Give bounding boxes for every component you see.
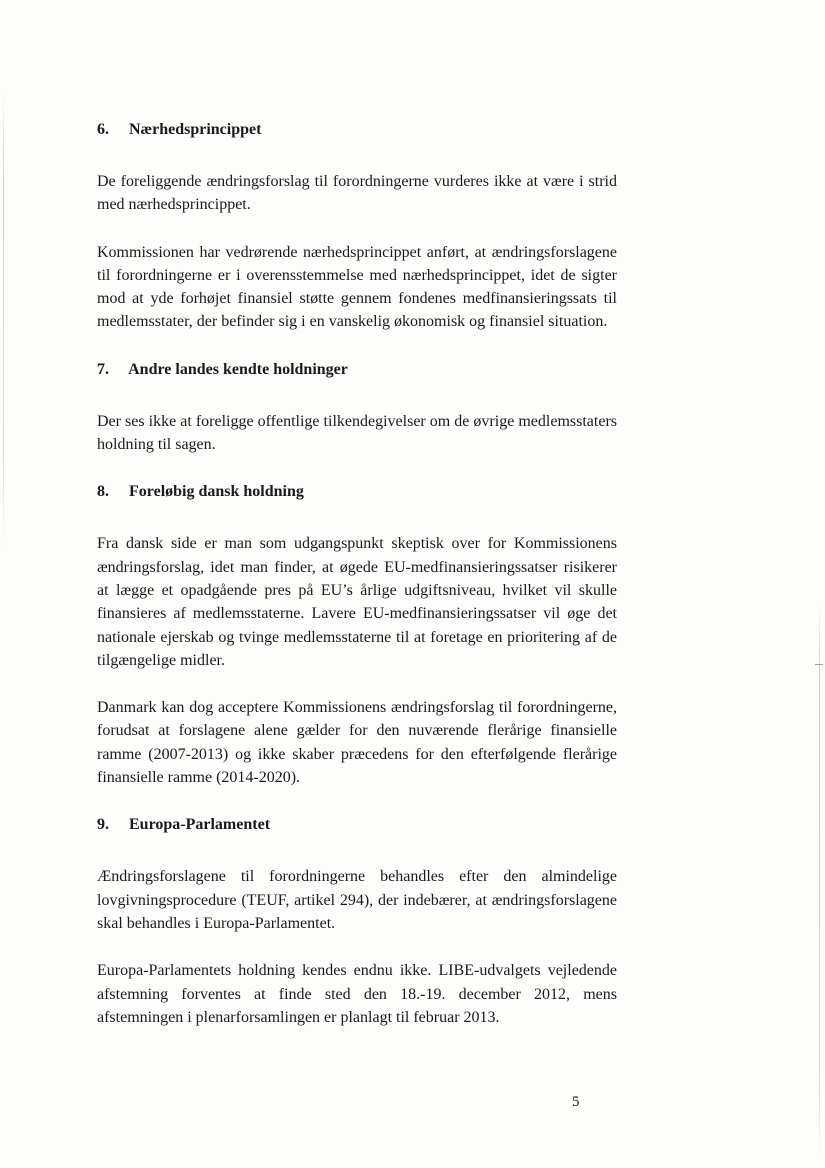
paragraph: Ændringsforslagene til forordningerne behandles efter den almindelige lovgivningsprocedure (TEUF, artikel 294), der indebærer, at ændringsforslagene skal behandles i Europa-Parlamentet. xyxy=(97,868,617,932)
section-number: 6. xyxy=(97,121,109,138)
section-heading xyxy=(97,813,617,837)
section-number: 8. xyxy=(97,483,109,501)
paragraph: Europa-Parlamentets holdning kendes endnu ikke. LIBE-udvalgets vejledende afstemning forventes at finde sted den 18.-19. december 2012, mens afstemningen i plenarforsamlingen er planlagt til februar 2013. xyxy=(97,962,617,1026)
paragraph: Fra dansk side er man som udgangspunkt skeptisk over for Kommissionens ændringsforslag, idet man finder, at øgede EU-medfinansieringssatser risikerer at lægge et opadgående pres på EU’s årlige udgiftsniveau, hvilket vil skulle finansieres af medlemsstaterne. Lavere EU-medfinansieringssatser vil øge det nationale ejerskab og tvinge medlemsstaterne til at foretage en prioritering af de tilgængelige midler. xyxy=(97,535,617,669)
section-title: Andre landes kendte holdninger xyxy=(128,360,348,378)
paragraph: Danmark kan dog acceptere Kommissionens ændringsforslag til forordningerne, forudsat at forslagene alene gælder for den nuværende flerårige finansielle ramme (2007-2013) og ikke skaber præcedens for den efterfølgende flerårige finansielle ramme (2014-2020). xyxy=(97,699,617,787)
section-heading xyxy=(97,480,617,504)
section-title: Nærhedsprincippet xyxy=(129,121,262,138)
document-body xyxy=(97,118,617,1029)
scan-edge-mark xyxy=(3,90,4,550)
paragraph: Kommissionen har vedrørende nærhedsprincippet anført, at ændringsforslagene til forordningerne er i overensstemmelse med nærhedsprincippet, idet de sigter mod at yde forhøjet finansiel støtte gennem fondenes medfinansieringssats til medlemsstater, der befinder sig i en vanskelig økonomisk og finansiel situation. xyxy=(97,243,617,331)
section-title: Foreløbig dansk holdning xyxy=(129,483,304,501)
section-number: 7. xyxy=(97,360,109,378)
section-heading xyxy=(97,358,617,382)
section-number: 9. xyxy=(97,816,109,834)
paragraph: Der ses ikke at foreligge offentlige tilkendegivelser om de øvrige medlemsstaters holdning til sagen. xyxy=(97,412,617,454)
section-title: Europa-Parlamentet xyxy=(129,816,271,834)
paragraph: De foreliggende ændringsforslag til forordningerne vurderes ikke at være i strid med nærhedsprincippet. xyxy=(97,173,617,214)
scan-edge-mark xyxy=(819,600,820,1160)
page-number: 5 xyxy=(572,1094,580,1110)
scan-tick-mark xyxy=(815,664,823,665)
section-heading xyxy=(97,118,617,142)
